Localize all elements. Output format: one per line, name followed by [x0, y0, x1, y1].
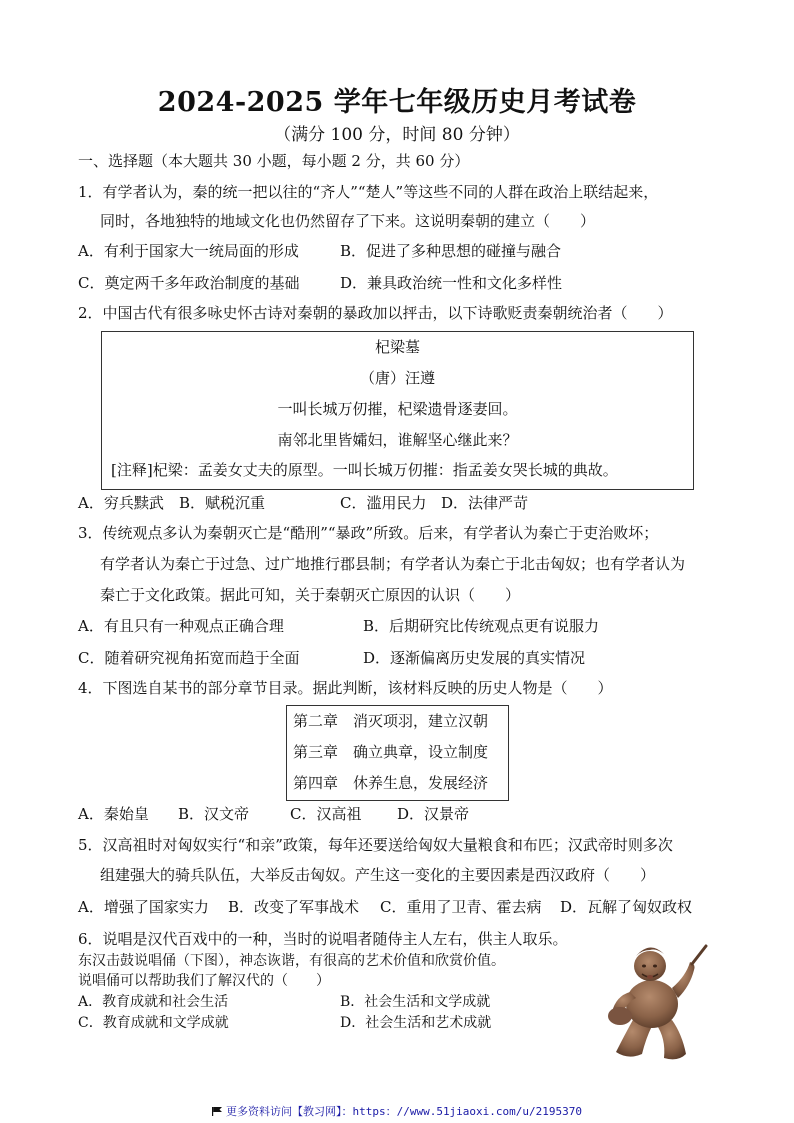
poem-author: （唐）汪遵: [359, 369, 435, 387]
q6-option-b[interactable]: B．社会生活和文学成就: [340, 994, 491, 1010]
q4-stem: 4．下图选自某书的部分章节目录。据此判断，该材料反映的历史人物是（ ）: [78, 679, 613, 697]
q6-stem-line2: 东汉击鼓说唱俑（下图），神态诙谐，有很高的艺术价值和欣赏价值。: [78, 953, 505, 969]
poem-note: [注释]杞梁：孟姜女丈夫的原型。一叫长城万仞摧：指孟姜女哭长城的典故。: [111, 461, 618, 479]
q1-option-b[interactable]: B．促进了多种思想的碰撞与融合: [340, 242, 562, 260]
section-heading: 一、选择题（本大题共 30 小题，每小题 2 分，共 60 分）: [78, 152, 470, 170]
q5-option-b[interactable]: B．改变了军事战术: [228, 898, 360, 916]
q2-option-b[interactable]: B．赋税沉重: [179, 494, 266, 512]
q6-stem-line1: 6．说唱是汉代百戏中的一种，当时的说唱者随侍主人左右，供主人取乐。: [78, 930, 568, 948]
q6-stem-line3: 说唱俑可以帮助我们了解汉代的（ ）: [78, 973, 330, 989]
poem-line2: 南邻北里皆孀妇，谁解坚心继此来？: [277, 431, 518, 449]
chapter-2: 第二章 消灭项羽，建立汉朝: [293, 712, 489, 730]
q3-stem-line2: 有学者认为秦亡于过急、过广地推行郡县制；有学者认为秦亡于北击匈奴；也有学者认为: [100, 555, 686, 573]
drum-storyteller-figurine-image: [594, 926, 714, 1066]
q3-option-a[interactable]: A．有且只有一种观点正确合理: [78, 617, 284, 635]
q4-option-a[interactable]: A．秦始皇: [78, 805, 149, 823]
q3-stem-line3: 秦亡于文化政策。据此可知，关于秦朝灭亡原因的认识（ ）: [100, 586, 521, 604]
q1-option-c[interactable]: C．奠定两千多年政治制度的基础: [78, 274, 300, 292]
q1-stem-line2: 同时，各地独特的地域文化也仍然留存了下来。这说明秦朝的建立（ ）: [100, 212, 596, 230]
q5-stem-line1: 5．汉高祖时对匈奴实行“和亲”政策，每年还要送给匈奴大量粮食和布匹；汉武帝时则多次: [78, 836, 673, 854]
chapter-3: 第三章 确立典章，设立制度: [293, 743, 489, 761]
poem-title: 杞梁墓: [374, 338, 420, 356]
q1-option-d[interactable]: D．兼具政治统一性和文化多样性: [340, 274, 563, 292]
q4-option-b[interactable]: B．汉文帝: [178, 805, 250, 823]
q2-stem: 2．中国古代有很多咏史怀古诗对秦朝的暴政加以抨击，以下诗歌贬责秦朝统治者（ ）: [78, 304, 673, 322]
q2-option-c[interactable]: C．滥用民力: [340, 494, 427, 512]
q6-option-a[interactable]: A．教育成就和社会生活: [78, 994, 229, 1010]
q3-stem-line1: 3．传统观点多认为秦朝灭亡是“酷刑”“暴政”所致。后来，有学者认为秦亡于吏治败坏；: [78, 524, 659, 542]
chapter-list-box: [286, 705, 509, 801]
q2-option-a[interactable]: A．穷兵黩武: [78, 494, 164, 512]
exam-title: 2024-2025 学年七年级历史月考试卷: [157, 87, 637, 118]
footer-link[interactable]: [0, 1103, 794, 1119]
footer-text: 更多资料访问【教习网】：https：//www.51jiaoxi.com/u/2195370: [225, 1105, 583, 1118]
q6-option-c[interactable]: C．教育成就和文学成就: [78, 1015, 229, 1031]
q1-option-a[interactable]: A．有利于国家大一统局面的形成: [78, 242, 299, 260]
q5-option-c[interactable]: C．重用了卫青、霍去病: [380, 898, 542, 916]
q2-option-d[interactable]: D．法律严苛: [441, 494, 529, 512]
q6-option-d[interactable]: D．社会生活和艺术成就: [340, 1015, 492, 1031]
q3-option-c[interactable]: C．随着研究视角拓宽而趋于全面: [78, 649, 300, 667]
q5-option-a[interactable]: A．增强了国家实力: [78, 898, 209, 916]
chapter-4: 第四章 休养生息，发展经济: [293, 774, 489, 792]
q4-option-c[interactable]: C．汉高祖: [290, 805, 362, 823]
q3-option-b[interactable]: B．后期研究比传统观点更有说服力: [363, 617, 600, 635]
q3-option-d[interactable]: D．逐渐偏离历史发展的真实情况: [363, 649, 586, 667]
q5-stem-line2: 组建强大的骑兵队伍，大举反击匈奴。产生这一变化的主要因素是西汉政府（ ）: [100, 866, 656, 884]
q5-option-d[interactable]: D．瓦解了匈奴政权: [560, 898, 693, 916]
poem-line1: 一叫长城万仞摧，杞梁遗骨逐妻回。: [277, 400, 518, 418]
exam-subtitle: （满分 100 分，时间 80 分钟）: [274, 125, 520, 145]
poem-box: [101, 331, 694, 490]
flag-icon: [212, 1107, 222, 1116]
q4-option-d[interactable]: D．汉景帝: [397, 805, 470, 823]
q1-stem-line1: 1．有学者认为，秦的统一把以往的“齐人”“楚人”等这些不同的人群在政治上联结起来，: [78, 183, 659, 201]
